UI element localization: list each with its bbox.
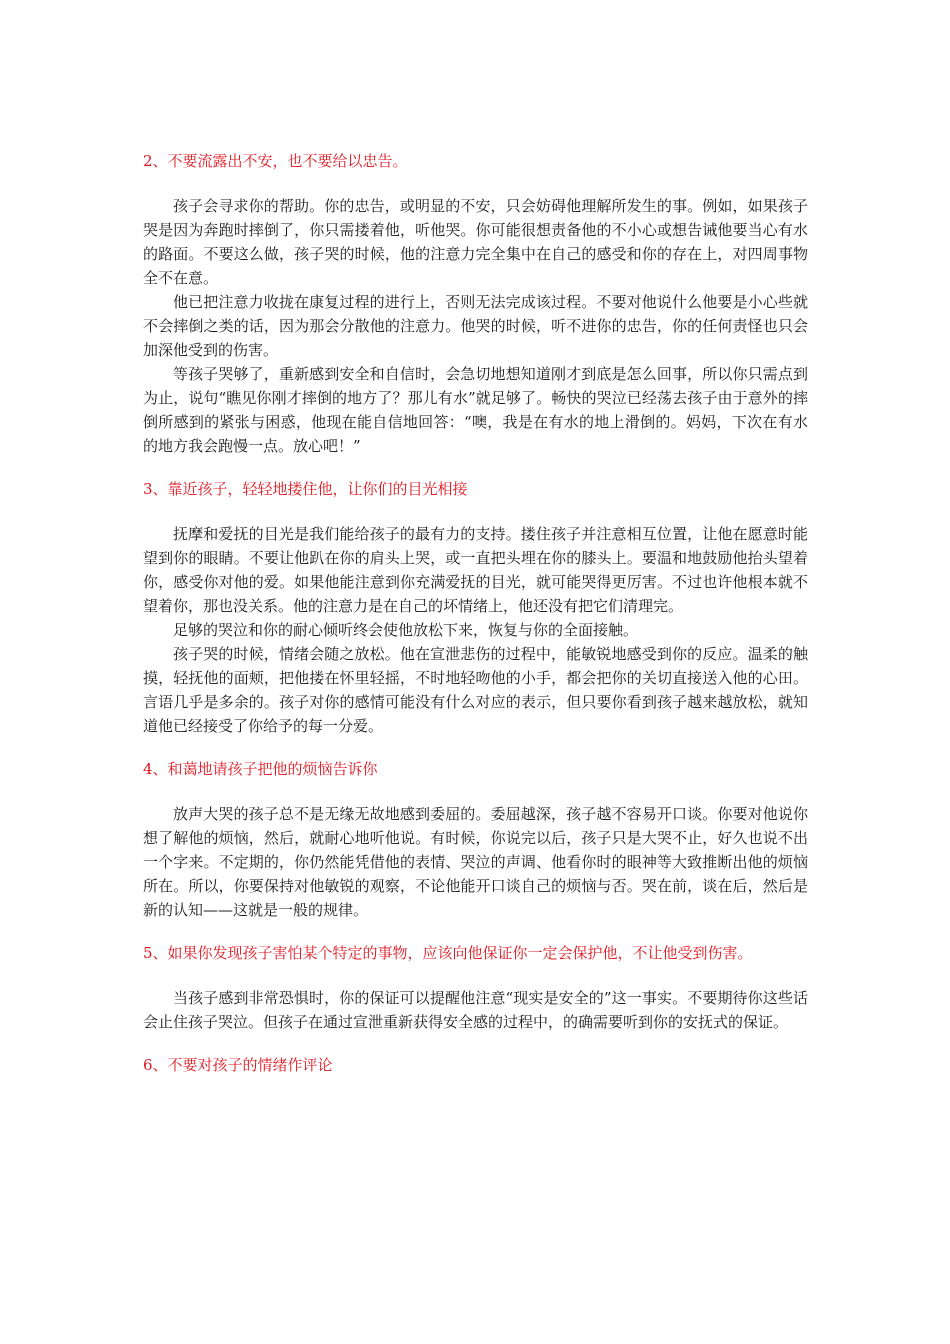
section-heading-2: 2、不要流露出不安，也不要给以忠告。: [143, 152, 408, 170]
spacer: [143, 458, 808, 476]
section-heading-4: 4、和蔼地请孩子把他的烦恼告诉你: [143, 760, 378, 778]
paragraph: 他已把注意力收拢在康复过程的进行上，否则无法完成该过程。不要对他说什么他要是小心些就不会摔倒之类的话，因为那会分散他的注意力。他哭的时候，听不进你的忠告，你的任何责怪也只会加深他受到的伤害。: [143, 293, 808, 359]
section-heading-3: 3、靠近孩子，轻轻地搂住他，让你们的目光相接: [143, 480, 468, 498]
section-heading-5: 5、如果你发现孩子害怕某个特定的事物，应该向他保证你一定会保护他，不让他受到伤害。: [143, 944, 753, 962]
paragraph: 抚摩和爱抚的目光是我们能给孩子的最有力的支持。搂住孩子并注意相互位置，让他在愿意时能望到你的眼睛。不要让他趴在你的肩头上哭，或一直把头埋在你的膝头上。要温和地鼓励他抬头望着你，感受你对他的爱。如果他能注意到你充满爱抚的目光，就可能哭得更厉害。不过也许他根本就不望着你，那也没关系。他的注意力是在自己的坏情绪上，他还没有把它们清理完。: [143, 525, 808, 615]
spacer: [143, 966, 808, 986]
section-heading-6: 6、不要对孩子的情绪作评论: [143, 1056, 333, 1074]
paragraph: 孩子哭的时候，情绪会随之放松。他在宣泄悲伤的过程中，能敏锐地感受到你的反应。温柔的触摸，轻抚他的面颊，把他搂在怀里轻摇，不时地轻吻他的小手，都会把你的关切直接送入他的心田。言语几乎是多余的。孩子对你的感情可能没有什么对应的表示，但只要你看到孩子越来越放松，就知道他已经接受了你给予的每一分爱。: [143, 645, 808, 735]
spacer: [143, 922, 808, 940]
paragraph: 足够的哭泣和你的耐心倾听终会使他放松下来，恢复与你的全面接触。: [173, 621, 639, 639]
paragraph: 放声大哭的孩子总不是无缘无故地感到委屈的。委屈越深，孩子越不容易开口谈。你要对他说你想了解他的烦恼，然后，就耐心地听他说。有时候，你说完以后，孩子只是大哭不止，好久也说不出一个字来。不定期的，你仍然能凭借他的表情、哭泣的声调、他看你时的眼神等大致推断出他的烦恼所在。所以，你要保持对他敏锐的观察，不论他能开口谈自己的烦恼与否。哭在前，谈在后，然后是新的认知——这就是一般的规律。: [143, 805, 808, 919]
paragraph: 当孩子感到非常恐惧时，你的保证可以提醒他注意“现实是安全的”这一事实。不要期待你这些话会止住孩子哭泣。但孩子在通过宣泄重新获得安全感的过程中，的确需要听到你的安抚式的保证。: [143, 989, 808, 1031]
paragraph: 等孩子哭够了，重新感到安全和自信时，会急切地想知道刚才到底是怎么回事，所以你只需点到为止，说句“瞧见你刚才摔倒的地方了？那儿有水”就足够了。畅快的哭泣已经荡去孩子由于意外的摔倒所感到的紧张与困惑，他现在能自信地回答：“噢，我是在有水的地上滑倒的。妈妈，下次在有水的地方我会跑慢一点。放心吧！”: [143, 365, 808, 455]
spacer: [143, 174, 808, 194]
spacer: [143, 782, 808, 802]
spacer: [143, 738, 808, 756]
document-page: [143, 148, 808, 1078]
spacer: [143, 502, 808, 522]
paragraph: 孩子会寻求你的帮助。你的忠告，或明显的不安，只会妨碍他理解所发生的事。例如，如果孩子哭是因为奔跑时摔倒了，你只需搂着他，听他哭。你可能很想责备他的不小心或想告诫他要当心有水的路面。不要这么做，孩子哭的时候，他的注意力完全集中在自己的感受和你的存在上，对四周事物全不在意。: [143, 197, 808, 287]
spacer: [143, 1034, 808, 1052]
